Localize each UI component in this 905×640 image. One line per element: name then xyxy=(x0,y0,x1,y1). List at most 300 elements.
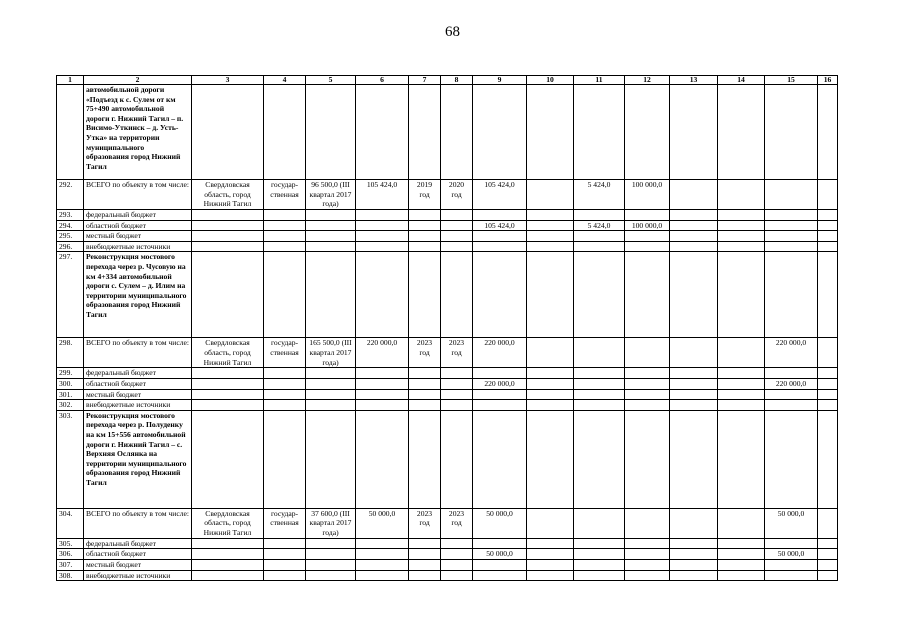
empty-cell xyxy=(264,231,306,242)
amount-cell: 100 000,0 xyxy=(625,220,670,231)
row-number: 301. xyxy=(57,389,84,400)
amount-cell xyxy=(574,210,625,221)
empty-cell xyxy=(409,559,441,570)
empty-cell xyxy=(409,368,441,379)
total-cost-cell: 50 000,0 xyxy=(356,508,409,538)
empty-cell xyxy=(192,538,264,549)
empty-cell xyxy=(670,389,718,400)
empty-cell xyxy=(192,241,264,252)
header-cell: 9 xyxy=(473,76,527,85)
amount-cell xyxy=(625,389,670,400)
amount-cell: 220 000,0 xyxy=(473,338,527,368)
amount-cell xyxy=(473,241,527,252)
amount-cell xyxy=(473,559,527,570)
page-number: 68 xyxy=(445,24,460,40)
estimated-cost-cell: 165 500,0 (III квартал 2017 года) xyxy=(306,338,356,368)
empty-cell xyxy=(574,252,625,338)
empty-cell xyxy=(192,559,264,570)
amount-cell xyxy=(574,338,625,368)
budget-source-row xyxy=(57,210,838,221)
amount-cell: 220 000,0 xyxy=(765,378,818,389)
empty-cell xyxy=(818,410,838,508)
header-cell: 1 xyxy=(57,76,84,85)
budget-table xyxy=(56,75,838,581)
empty-cell xyxy=(192,410,264,508)
empty-cell xyxy=(441,410,473,508)
empty-cell xyxy=(409,400,441,411)
empty-cell xyxy=(441,378,473,389)
amount-cell xyxy=(527,180,574,210)
amount-cell xyxy=(574,559,625,570)
empty-cell xyxy=(441,231,473,242)
empty-cell xyxy=(625,252,670,338)
object-title: автомобильной дороги «Подъезд к с. Сулем от км 75+490 автомобильной дороги г. Нижний Тагил – п. Висимо-Уткинск – д. Усть-Утка» на территории муниципального образования город Нижний Тагил xyxy=(84,85,192,180)
amount-cell xyxy=(765,210,818,221)
row-number: 294. xyxy=(57,220,84,231)
amount-cell xyxy=(818,338,838,368)
empty-cell xyxy=(306,389,356,400)
amount-cell xyxy=(625,549,670,560)
empty-cell xyxy=(527,559,574,570)
budget-source-row xyxy=(57,241,838,252)
empty-cell xyxy=(441,538,473,549)
amount-cell xyxy=(765,220,818,231)
empty-cell xyxy=(356,210,409,221)
empty-cell xyxy=(192,549,264,560)
total-row xyxy=(57,338,838,368)
row-number: 303. xyxy=(57,410,84,508)
empty-cell xyxy=(306,559,356,570)
amount-cell xyxy=(473,538,527,549)
empty-cell xyxy=(264,241,306,252)
amount-cell xyxy=(670,508,718,538)
header-cell: 16 xyxy=(818,76,838,85)
object-title: Реконструкция мостового перехода через р. Чусовую на км 4+334 автомобильной дороги с. Сулем – д. Илим на территории муниципального образования город Нижний Тагил xyxy=(84,252,192,338)
amount-cell xyxy=(765,180,818,210)
empty-cell xyxy=(306,85,356,180)
budget-source-label: внебюджетные источники xyxy=(84,241,192,252)
header-cell: 12 xyxy=(625,76,670,85)
empty-cell xyxy=(527,549,574,560)
empty-cell xyxy=(441,220,473,231)
amount-cell xyxy=(625,210,670,221)
empty-cell xyxy=(818,231,838,242)
empty-cell xyxy=(409,252,441,338)
budget-source-label: местный бюджет xyxy=(84,231,192,242)
location-cell: Свердловская область, город Нижний Тагил xyxy=(192,508,264,538)
empty-cell xyxy=(192,378,264,389)
object-title: Реконструкция мостового перехода через р. Полуденку на км 15+556 автомобильной дороги г. Нижний Тагил – с. Верхняя Ослянка на территории муниципального образования город Нижний Тагил xyxy=(84,410,192,508)
empty-cell xyxy=(718,231,765,242)
budget-source-label: областной бюджет xyxy=(84,378,192,389)
empty-cell xyxy=(306,368,356,379)
empty-cell xyxy=(356,231,409,242)
empty-cell xyxy=(527,210,574,221)
empty-cell xyxy=(625,85,670,180)
header-cell: 11 xyxy=(574,76,625,85)
empty-cell xyxy=(818,570,838,581)
empty-cell xyxy=(818,389,838,400)
total-row xyxy=(57,180,838,210)
amount-cell xyxy=(574,549,625,560)
empty-cell xyxy=(441,549,473,560)
budget-source-row xyxy=(57,368,838,379)
empty-cell xyxy=(670,538,718,549)
amount-cell xyxy=(765,538,818,549)
budget-source-row xyxy=(57,389,838,400)
empty-cell xyxy=(192,570,264,581)
row-number: 292. xyxy=(57,180,84,210)
empty-cell xyxy=(306,231,356,242)
amount-cell: 50 000,0 xyxy=(765,549,818,560)
empty-cell xyxy=(306,538,356,549)
empty-cell xyxy=(670,368,718,379)
empty-cell xyxy=(574,85,625,180)
row-number: 293. xyxy=(57,210,84,221)
ownership-cell: государ-ственная xyxy=(264,338,306,368)
empty-cell xyxy=(670,252,718,338)
object-title-row xyxy=(57,252,838,338)
budget-source-row xyxy=(57,378,838,389)
amount-cell xyxy=(670,338,718,368)
empty-cell xyxy=(192,231,264,242)
empty-cell xyxy=(670,400,718,411)
empty-cell xyxy=(264,252,306,338)
empty-cell xyxy=(718,368,765,379)
budget-source-row xyxy=(57,559,838,570)
estimated-cost-cell: 37 600,0 (III квартал 2017 года) xyxy=(306,508,356,538)
empty-cell xyxy=(356,252,409,338)
empty-cell xyxy=(441,400,473,411)
empty-cell xyxy=(818,549,838,560)
header-cell: 8 xyxy=(441,76,473,85)
budget-source-row xyxy=(57,538,838,549)
budget-source-row xyxy=(57,400,838,411)
empty-cell xyxy=(718,378,765,389)
budget-source-label: местный бюджет xyxy=(84,559,192,570)
budget-source-row xyxy=(57,231,838,242)
budget-source-label: внебюджетные источники xyxy=(84,570,192,581)
row-number: 307. xyxy=(57,559,84,570)
row-number: 308. xyxy=(57,570,84,581)
amount-cell xyxy=(473,400,527,411)
amount-cell: 100 000,0 xyxy=(625,180,670,210)
empty-cell xyxy=(670,559,718,570)
row-label: ВСЕГО по объекту в том числе: xyxy=(84,508,192,538)
amount-cell xyxy=(574,400,625,411)
empty-cell xyxy=(264,570,306,581)
amount-cell: 5 424,0 xyxy=(574,220,625,231)
header-cell: 3 xyxy=(192,76,264,85)
amount-cell xyxy=(574,378,625,389)
empty-cell xyxy=(473,410,527,508)
amount-cell xyxy=(473,210,527,221)
empty-cell xyxy=(356,549,409,560)
empty-cell xyxy=(192,252,264,338)
budget-source-label: федеральный бюджет xyxy=(84,210,192,221)
header-cell: 13 xyxy=(670,76,718,85)
amount-cell: 220 000,0 xyxy=(765,338,818,368)
empty-cell xyxy=(409,549,441,560)
empty-cell xyxy=(306,210,356,221)
empty-cell xyxy=(441,570,473,581)
budget-source-row xyxy=(57,570,838,581)
amount-cell xyxy=(765,559,818,570)
header-cell: 10 xyxy=(527,76,574,85)
empty-cell xyxy=(670,410,718,508)
amount-cell xyxy=(670,180,718,210)
budget-source-row xyxy=(57,549,838,560)
empty-cell xyxy=(527,231,574,242)
location-cell: Свердловская область, город Нижний Тагил xyxy=(192,338,264,368)
amount-cell: 5 424,0 xyxy=(574,180,625,210)
end-year-cell: 2023 год xyxy=(441,338,473,368)
header-cell: 15 xyxy=(765,76,818,85)
amount-cell: 105 424,0 xyxy=(473,180,527,210)
row-label: ВСЕГО по объекту в том числе: xyxy=(84,180,192,210)
empty-cell xyxy=(527,220,574,231)
empty-cell xyxy=(192,210,264,221)
empty-cell xyxy=(473,252,527,338)
empty-cell xyxy=(409,210,441,221)
empty-cell xyxy=(818,220,838,231)
empty-cell xyxy=(409,570,441,581)
empty-cell xyxy=(441,210,473,221)
empty-cell xyxy=(356,389,409,400)
empty-cell xyxy=(409,378,441,389)
empty-cell xyxy=(818,378,838,389)
empty-cell xyxy=(356,559,409,570)
start-year-cell: 2019 год xyxy=(409,180,441,210)
empty-cell xyxy=(356,241,409,252)
empty-cell xyxy=(818,538,838,549)
amount-cell: 50 000,0 xyxy=(765,508,818,538)
amount-cell xyxy=(625,559,670,570)
empty-cell xyxy=(264,378,306,389)
header-cell: 14 xyxy=(718,76,765,85)
row-number: 306. xyxy=(57,549,84,560)
budget-source-label: федеральный бюджет xyxy=(84,538,192,549)
header-cell: 2 xyxy=(84,76,192,85)
header-row xyxy=(57,76,838,85)
empty-cell xyxy=(264,220,306,231)
empty-cell xyxy=(409,410,441,508)
empty-cell xyxy=(192,400,264,411)
ownership-cell: государ-ственная xyxy=(264,508,306,538)
empty-cell xyxy=(264,210,306,221)
empty-cell xyxy=(409,389,441,400)
amount-cell: 220 000,0 xyxy=(473,378,527,389)
empty-cell xyxy=(718,549,765,560)
empty-cell xyxy=(306,410,356,508)
empty-cell xyxy=(765,410,818,508)
empty-cell xyxy=(306,220,356,231)
amount-cell xyxy=(625,231,670,242)
empty-cell xyxy=(527,410,574,508)
empty-cell xyxy=(718,85,765,180)
amount-cell xyxy=(625,241,670,252)
amount-cell xyxy=(625,508,670,538)
empty-cell xyxy=(356,410,409,508)
amount-cell xyxy=(765,570,818,581)
ownership-cell: государ-ственная xyxy=(264,180,306,210)
amount-cell xyxy=(574,570,625,581)
amount-cell xyxy=(574,538,625,549)
empty-cell xyxy=(356,570,409,581)
row-number: 295. xyxy=(57,231,84,242)
empty-cell xyxy=(264,85,306,180)
amount-cell xyxy=(574,231,625,242)
start-year-cell: 2023 год xyxy=(409,508,441,538)
empty-cell xyxy=(473,85,527,180)
budget-source-label: областной бюджет xyxy=(84,549,192,560)
empty-cell xyxy=(356,220,409,231)
amount-cell xyxy=(818,508,838,538)
amount-cell xyxy=(765,400,818,411)
empty-cell xyxy=(818,85,838,180)
empty-cell xyxy=(718,252,765,338)
empty-cell xyxy=(670,210,718,221)
empty-cell xyxy=(441,241,473,252)
empty-cell xyxy=(765,85,818,180)
empty-cell xyxy=(264,538,306,549)
row-number: 297. xyxy=(57,252,84,338)
amount-cell xyxy=(473,231,527,242)
empty-cell xyxy=(718,210,765,221)
empty-cell xyxy=(264,389,306,400)
empty-cell xyxy=(192,389,264,400)
amount-cell xyxy=(473,570,527,581)
empty-cell xyxy=(527,368,574,379)
total-cost-cell: 220 000,0 xyxy=(356,338,409,368)
empty-cell xyxy=(718,400,765,411)
amount-cell xyxy=(625,338,670,368)
amount-cell xyxy=(574,389,625,400)
empty-cell xyxy=(527,400,574,411)
empty-cell xyxy=(306,570,356,581)
amount-cell xyxy=(574,508,625,538)
empty-cell xyxy=(409,538,441,549)
empty-cell xyxy=(192,368,264,379)
empty-cell xyxy=(527,241,574,252)
row-number: 304. xyxy=(57,508,84,538)
empty-cell xyxy=(527,538,574,549)
amount-cell: 50 000,0 xyxy=(473,508,527,538)
empty-cell xyxy=(409,231,441,242)
empty-cell xyxy=(527,378,574,389)
budget-source-label: внебюджетные источники xyxy=(84,400,192,411)
amount-cell xyxy=(574,368,625,379)
empty-cell xyxy=(441,559,473,570)
row-number: 305. xyxy=(57,538,84,549)
amount-cell xyxy=(765,231,818,242)
amount-cell xyxy=(765,389,818,400)
empty-cell xyxy=(670,378,718,389)
empty-cell xyxy=(306,400,356,411)
empty-cell xyxy=(670,241,718,252)
empty-cell xyxy=(718,559,765,570)
empty-cell xyxy=(670,570,718,581)
header-cell: 4 xyxy=(264,76,306,85)
object-title-row xyxy=(57,85,838,180)
empty-cell xyxy=(527,570,574,581)
row-number xyxy=(57,85,84,180)
amount-cell xyxy=(718,508,765,538)
empty-cell xyxy=(264,410,306,508)
amount-cell xyxy=(625,400,670,411)
empty-cell xyxy=(718,410,765,508)
empty-cell xyxy=(409,241,441,252)
start-year-cell: 2023 год xyxy=(409,338,441,368)
amount-cell xyxy=(818,180,838,210)
empty-cell xyxy=(441,252,473,338)
empty-cell xyxy=(818,368,838,379)
empty-cell xyxy=(192,85,264,180)
row-number: 300. xyxy=(57,378,84,389)
end-year-cell: 2020 год xyxy=(441,180,473,210)
empty-cell xyxy=(264,559,306,570)
empty-cell xyxy=(356,378,409,389)
empty-cell xyxy=(818,559,838,570)
empty-cell xyxy=(818,210,838,221)
empty-cell xyxy=(441,389,473,400)
empty-cell xyxy=(441,368,473,379)
end-year-cell: 2023 год xyxy=(441,508,473,538)
total-cost-cell: 105 424,0 xyxy=(356,180,409,210)
empty-cell xyxy=(527,252,574,338)
amount-cell xyxy=(718,338,765,368)
empty-cell xyxy=(718,570,765,581)
empty-cell xyxy=(818,400,838,411)
empty-cell xyxy=(718,220,765,231)
budget-source-label: федеральный бюджет xyxy=(84,368,192,379)
empty-cell xyxy=(264,400,306,411)
header-cell: 5 xyxy=(306,76,356,85)
amount-cell xyxy=(625,538,670,549)
empty-cell xyxy=(264,549,306,560)
amount-cell: 105 424,0 xyxy=(473,220,527,231)
empty-cell xyxy=(670,85,718,180)
amount-cell xyxy=(473,389,527,400)
amount-cell xyxy=(765,241,818,252)
empty-cell xyxy=(356,400,409,411)
amount-cell xyxy=(765,368,818,379)
object-title-row xyxy=(57,410,838,508)
amount-cell xyxy=(625,378,670,389)
estimated-cost-cell: 96 500,0 (III квартал 2017 года) xyxy=(306,180,356,210)
empty-cell xyxy=(670,220,718,231)
empty-cell xyxy=(527,389,574,400)
row-label: ВСЕГО по объекту в том числе: xyxy=(84,338,192,368)
amount-cell xyxy=(625,570,670,581)
budget-source-label: областной бюджет xyxy=(84,220,192,231)
empty-cell xyxy=(670,549,718,560)
amount-cell xyxy=(574,241,625,252)
amount-cell xyxy=(625,368,670,379)
empty-cell xyxy=(670,231,718,242)
empty-cell xyxy=(306,241,356,252)
amount-cell xyxy=(473,368,527,379)
row-number: 298. xyxy=(57,338,84,368)
amount-cell xyxy=(718,180,765,210)
header-cell: 6 xyxy=(356,76,409,85)
empty-cell xyxy=(192,220,264,231)
row-number: 302. xyxy=(57,400,84,411)
empty-cell xyxy=(718,241,765,252)
empty-cell xyxy=(718,538,765,549)
row-number: 296. xyxy=(57,241,84,252)
empty-cell xyxy=(356,368,409,379)
